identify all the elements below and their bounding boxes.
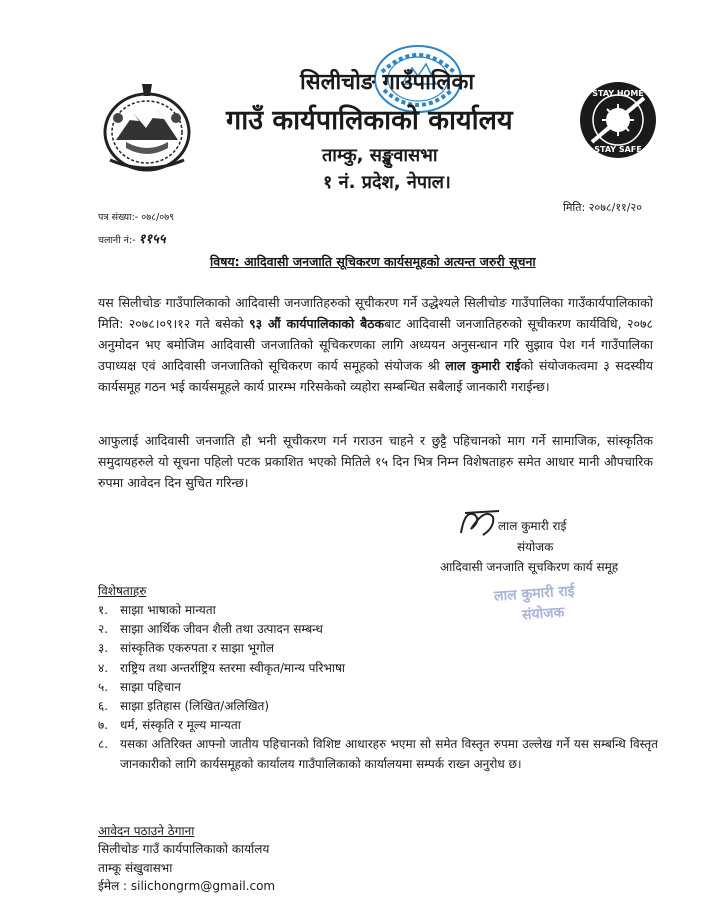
stay-home-top-text: STAY HOME (592, 89, 644, 98)
feature-item (98, 678, 658, 697)
feature-number: ६. (98, 699, 109, 714)
body-paragraph-1 (98, 292, 653, 397)
coordinator-name-inline: लाल कुमारी राई (445, 358, 521, 373)
nepal-emblem-icon (96, 80, 198, 176)
feature-item (98, 601, 658, 620)
dispatch-number-label (98, 229, 166, 247)
application-location: ताम्कू संखुवासभा (98, 861, 173, 875)
feature-item (98, 659, 658, 678)
feature-text: साझा भाषाको मान्यता (120, 603, 216, 617)
signatory-group: आदिवासी जनजाति सूचकिरण कार्य समूह (440, 560, 619, 574)
feature-item (98, 697, 658, 716)
reference-number: पत्र संख्या:- ०७८/०७९ (98, 212, 175, 223)
feature-text: धर्म, संस्कृति र मूल्य मान्यता (120, 718, 241, 733)
para1-part-a: यस सिलीचोङ गाउँपालिकाको आदिवासी जनजातिहरुको सूचीकरण गर्ने उद्धेश्यले सिलीचोङ गाउँपालिका गाउँकार्यपालिकाको मिति: २०७८।०९।१२ गते बसेको (98, 295, 653, 331)
feature-text: यसका अतिरिक्त आफ्नो जातीय पहिचानको विशिष्ट आधारहरु भएमा सो समेत विस्तृत रुपमा उल्लेख गर्ने यस सम्बन्धि विस्तृत जानकारीको लागि कार्यसमूहको कार्यालय गाउँपालिकाको कार्यालयमा सम्पर्क राख्न अनुरोध छ। (120, 737, 658, 771)
feature-number: ८. (98, 737, 109, 752)
features-heading: विशेषताहरु (98, 584, 147, 598)
feature-item (98, 716, 658, 735)
office-address: ताम्कु, सङ्खुवासभा (322, 145, 438, 166)
feature-text: साझा आर्थिक जीवन शैली तथा उत्पादन सम्बन्ध (120, 622, 323, 637)
feature-number: ४. (98, 660, 109, 675)
feature-item (98, 735, 658, 773)
feature-number: २. (98, 622, 109, 637)
feature-item (98, 620, 658, 639)
features-list (98, 601, 658, 774)
faded-stamp-name: लाल कुमारी राई (493, 583, 576, 605)
faded-stamp-role: संयोजक (521, 604, 565, 624)
province-line: १ नं. प्रदेश, नेपाल। (323, 172, 451, 193)
email-address[interactable]: silichongrm@gmail.com (130, 879, 276, 893)
email-label: ईमेल : (98, 879, 128, 893)
office-name: गाउँ कार्यपालिकाको कार्यालय (226, 105, 513, 136)
dispatch-number-handwritten: ११५५ (138, 232, 166, 247)
feature-item (98, 639, 658, 658)
signatory-name: लाल कुमारी राई (498, 519, 567, 533)
feature-number: ५. (98, 679, 109, 694)
email-line (98, 877, 498, 894)
stay-home-bottom-text: STAY SAFE (594, 145, 642, 154)
para1-part-c: बाट आदिवासी जनजातिहरुको सूचीकरण कार्यविधि, २०७८ अनुमोदन भए बमोजिम आदिवासी जनजातिको सूचिकरणका लागि अध्ययन अनुसन्धान गरि सुझाव पेश गर्न गाउँपालिका उपाध्यक्ष एवं आदिवासी जनजातिको सूचिकरण कार्य समूहको संयोजक श्री (98, 316, 653, 373)
application-office: सिलीचोङ गाउँ कार्यपालिकाको कार्यालय (98, 842, 270, 856)
application-address-heading: आवेदन पठाउने ठेगाना (98, 824, 195, 838)
municipality-name: सिलीचोङ गाउँपालिका (300, 70, 475, 95)
signatory-role: संयोजक (517, 540, 554, 554)
dispatch-label: चलानी नं:- (98, 235, 136, 246)
feature-text: सांस्कृतिक एकरुपता र साझा भूगोल (120, 641, 275, 656)
letter-date: मिति: २०७८/११/२० (563, 201, 642, 214)
feature-number: ७. (98, 718, 109, 733)
feature-number: १. (98, 603, 109, 617)
para1-part-e: को संयोजकत्वमा ३ सदस्यीय कार्यसमूह गठन भई कार्यसमूहले कार्य प्रारम्भ गरिसकेको व्यहोरा सम्बन्धित सबैलाई जानकारी गराईन्छ। (98, 358, 654, 394)
letter-subject: विषय: आदिवासी जनजाति सूचिकरण कार्यसमूहको अत्यन्त जरुरी सूचना (210, 254, 536, 269)
meeting-reference: ९३ औं कार्यपालिकाको बैठक (249, 316, 385, 331)
stay-home-badge-icon (578, 80, 658, 160)
feature-number: ३. (98, 641, 109, 656)
feature-text: साझा इतिहास (लिखित/अलिखित) (120, 699, 270, 714)
feature-text: राष्ट्रिय तथा अन्तर्राष्ट्रिय स्तरमा स्वीकृत/मान्य परिभाषा (120, 660, 346, 675)
body-paragraph-2: आफुलाई आदिवासी जनजाति हौ भनी सूचीकरण गर्न गराउन चाहने र छुट्टै पहिचानको माग गर्ने सामाजिक, सांस्कृतिक समुदायहरुले यो सूचना पहिलो पटक प्रकाशित भएको मितिले १५ दिन भित्र निम्न विशेषताहरु समेत आधार मानी औपचारिक रुपमा आवेदन दिन सुचित गरिन्छ। (98, 433, 653, 490)
feature-text: साझा पहिचान (120, 679, 181, 694)
